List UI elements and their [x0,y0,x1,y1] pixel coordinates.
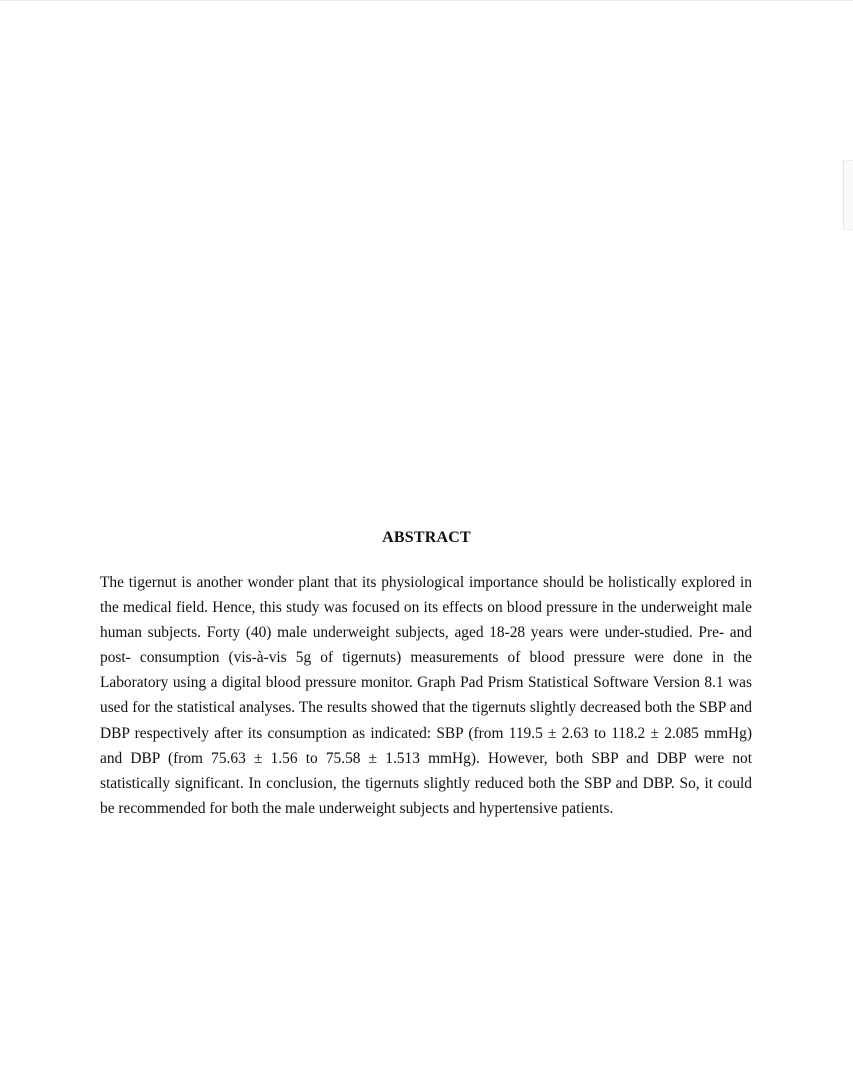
abstract-paragraph: The tigernut is another wonder plant that its physiological importance should be holistically explored in the medical field. Hence, this study was focused on its effects on blood pressure in the underweight male human subjects. Forty (40) male underweight subjects, aged 18-28 years were under-studied. Pre- and post- consumption (vis-à-vis 5g of tigernuts) measurements of blood pressure were done in the Laboratory using a digital blood pressure monitor. Graph Pad Prism Statistical Software Version 8.1 was used for the statistical analyses. The results showed that the tigernuts slightly decreased both the SBP and DBP respectively after its consumption as indicated: SBP (from 119.5 ± 2.63 to 118.2 ± 2.085 mmHg) and DBP (from 75.63 ± 1.56 to 75.58 ± 1.513 mmHg). However, both SBP and DBP were not statistically significant. In conclusion, the tigernuts slightly reduced both the SBP and DBP. So, it could be recommended for both the male underweight subjects and hypertensive patients. [100,574,752,817]
page-top-edge [0,0,853,1]
abstract-heading: ABSTRACT [382,529,471,546]
side-scroll-tab [843,160,853,230]
